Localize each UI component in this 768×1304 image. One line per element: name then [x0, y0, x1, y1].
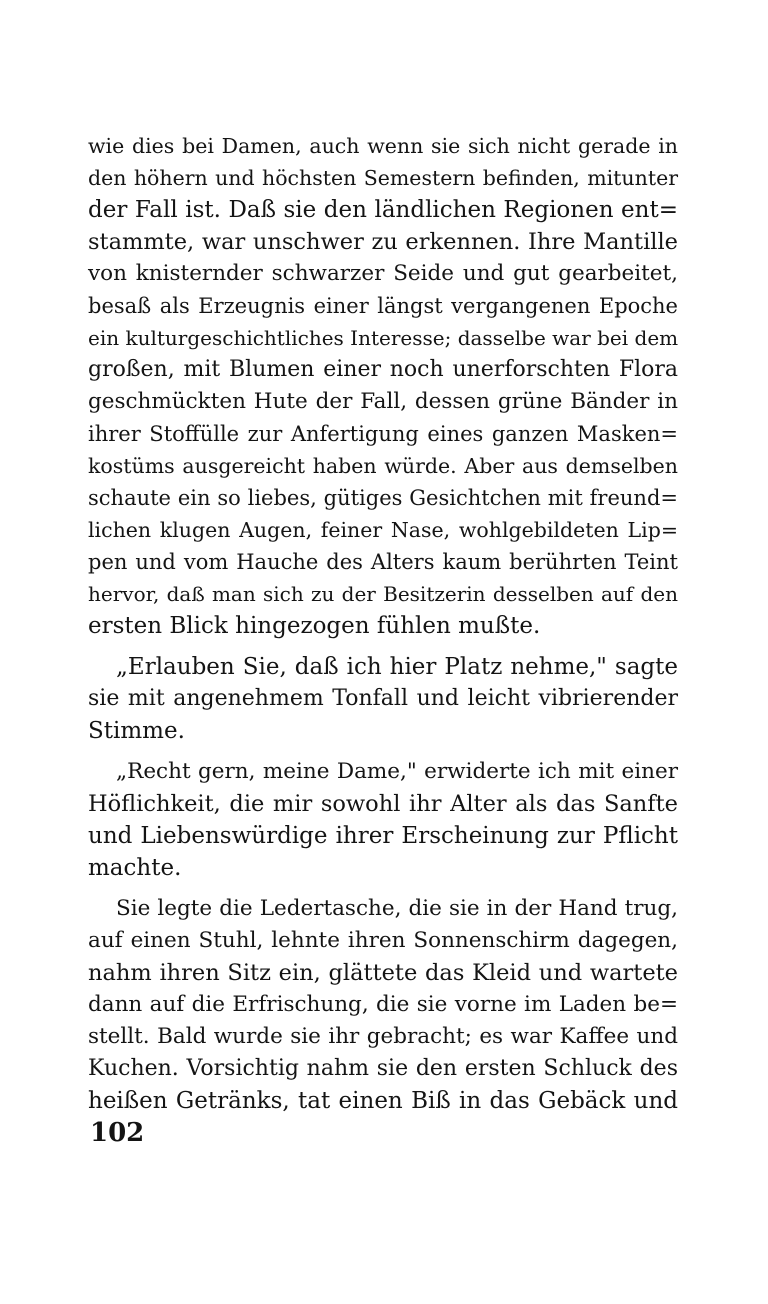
text-line: „Erlauben Sie, daß ich hier Platz nehme," sagte [116, 654, 678, 680]
paragraph [88, 756, 678, 884]
paragraph [88, 130, 678, 642]
text-line: schaute ein so liebes, gütiges Gesichtchen mit freund= [88, 486, 678, 510]
text-line: sie mit angenehmem Tonfall und leicht vibrierender [88, 686, 678, 711]
text-line: auf einen Stuhl, lehnte ihren Sonnenschirm dagegen, [88, 928, 678, 953]
text-line: stellt. Bald wurde sie ihr gebracht; es war Kaffee und [88, 1024, 678, 1049]
text-line: lichen klugen Augen, feiner Nase, wohlgebildeten Lip= [88, 518, 678, 542]
text-line: ersten Blick hingezogen fühlen mußte. [88, 613, 541, 639]
text-line: geschmückten Hute der Fall, dessen grüne Bänder in [88, 389, 678, 414]
text-line: wie dies bei Damen, auch wenn sie sich nicht gerade in [88, 134, 678, 158]
text-line: stammte, war unschwer zu erkennen. Ihre Mantille [88, 229, 678, 255]
text-line: heißen Getränks, tat einen Biß in das Gebäck und [88, 1088, 678, 1114]
paragraph [88, 893, 678, 1117]
text-line: von knisternder schwarzer Seide und gut gearbeitet, [88, 261, 678, 286]
text-line: nahm ihren Sitz ein, glättete das Kleid und wartete [88, 960, 678, 986]
text-line: Höflichkeit, die mir sowohl ihr Alter als das Sanfte [88, 791, 678, 817]
body-text [88, 130, 678, 1117]
text-line: Stimme. [88, 718, 185, 744]
text-line: pen und vom Hauche des Alters kaum berührten Teint [88, 550, 678, 574]
text-line: den höhern und höchsten Semestern befinden, mitunter [88, 166, 678, 190]
page-number: 102 [90, 1118, 145, 1148]
text-line: kostüms ausgereicht haben würde. Aber aus demselben [88, 454, 678, 478]
text-line: der Fall ist. Daß sie den ländlichen Regionen ent= [88, 197, 678, 223]
text-line: Sie legte die Ledertasche, die sie in der Hand trug, [116, 896, 678, 921]
text-line: „Recht gern, meine Dame," erwiderte ich mit einer [116, 759, 678, 784]
text-line: großen, mit Blumen einer noch unerforschten Flora [88, 357, 678, 382]
text-line: dann auf die Erfrischung, die sie vorne im Laden be= [88, 992, 678, 1017]
text-line: ein kulturgeschichtliches Interesse; dasselbe war bei dem [88, 326, 679, 350]
text-line: machte. [88, 855, 182, 881]
text-line: besaß als Erzeugnis einer längst vergangenen Epoche [88, 294, 678, 318]
text-line: und Liebenswürdige ihrer Erscheinung zur Pflicht [88, 823, 678, 849]
paragraph [88, 651, 678, 747]
text-line: Kuchen. Vorsichtig nahm sie den ersten Schluck des [88, 1056, 678, 1081]
text-line: ihrer Stoffülle zur Anfertigung eines ganzen Masken= [88, 422, 678, 446]
text-line: hervor, daß man sich zu der Besitzerin desselben auf den [88, 582, 678, 606]
